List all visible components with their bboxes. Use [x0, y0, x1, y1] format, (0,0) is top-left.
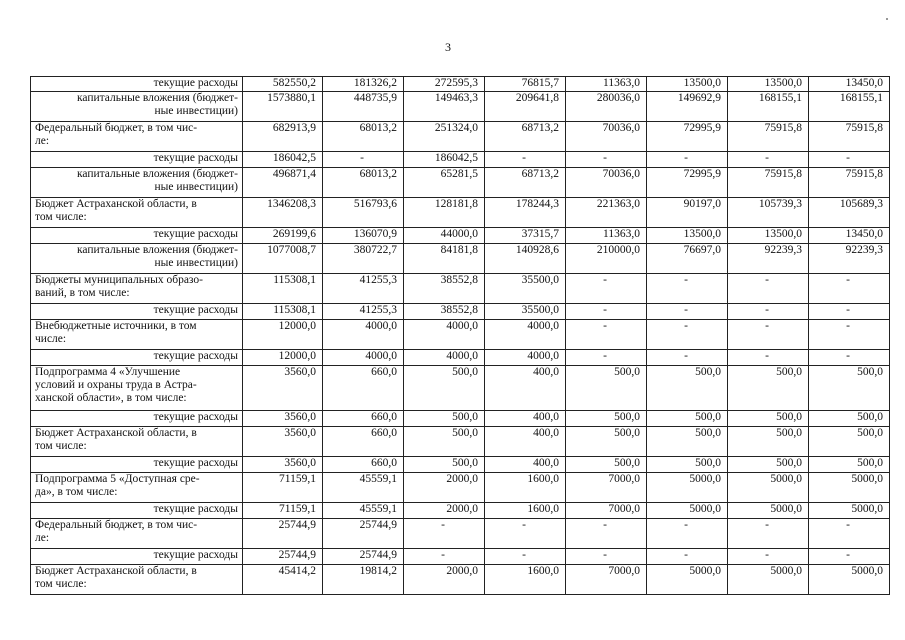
value-cell: -	[809, 274, 890, 304]
row-label: текущие расходы	[31, 228, 243, 244]
value-cell: -	[566, 519, 647, 549]
value-cell: -	[728, 519, 809, 549]
value-cell: 115308,1	[243, 304, 323, 320]
value-cell: -	[647, 519, 728, 549]
value-cell: 1600,0	[485, 503, 566, 519]
value-cell: 149692,9	[647, 92, 728, 122]
value-cell: 41255,3	[323, 274, 404, 304]
table-row	[31, 549, 890, 565]
value-cell: 660,0	[323, 457, 404, 473]
value-cell: 1600,0	[485, 473, 566, 503]
value-cell: 76815,7	[485, 77, 566, 92]
value-cell: 7000,0	[566, 503, 647, 519]
value-cell: 71159,1	[243, 473, 323, 503]
value-cell: 5000,0	[728, 565, 809, 595]
value-cell: 13450,0	[809, 77, 890, 92]
value-cell: 140928,6	[485, 244, 566, 274]
value-cell: 72995,9	[647, 168, 728, 198]
value-cell: 500,0	[809, 411, 890, 427]
value-cell: 500,0	[566, 411, 647, 427]
value-cell: 11363,0	[566, 77, 647, 92]
value-cell: 500,0	[404, 457, 485, 473]
value-cell: 5000,0	[728, 473, 809, 503]
value-cell: -	[728, 350, 809, 366]
value-cell: 186042,5	[404, 152, 485, 168]
value-cell: 92239,3	[728, 244, 809, 274]
value-cell: 19814,2	[323, 565, 404, 595]
value-cell: 4000,0	[404, 320, 485, 350]
value-cell: 65281,5	[404, 168, 485, 198]
value-cell: -	[728, 320, 809, 350]
value-cell: 582550,2	[243, 77, 323, 92]
value-cell: -	[566, 304, 647, 320]
row-label: Бюджеты муниципальных образо- ваний, в том числе:	[31, 274, 243, 304]
value-cell: 7000,0	[566, 473, 647, 503]
value-cell: 45559,1	[323, 503, 404, 519]
value-cell: 272595,3	[404, 77, 485, 92]
table-row	[31, 366, 890, 411]
value-cell: 269199,6	[243, 228, 323, 244]
value-cell: 210000,0	[566, 244, 647, 274]
value-cell: -	[809, 350, 890, 366]
table-row	[31, 198, 890, 228]
value-cell: 221363,0	[566, 198, 647, 228]
value-cell: 251324,0	[404, 122, 485, 152]
row-label: Федеральный бюджет, в том чис- ле:	[31, 122, 243, 152]
value-cell: 13500,0	[728, 228, 809, 244]
value-cell: 500,0	[728, 411, 809, 427]
value-cell: 92239,3	[809, 244, 890, 274]
value-cell: 500,0	[404, 411, 485, 427]
value-cell: 5000,0	[647, 565, 728, 595]
value-cell: 105739,3	[728, 198, 809, 228]
table-row	[31, 320, 890, 350]
value-cell: -	[728, 304, 809, 320]
table-row	[31, 274, 890, 304]
table-row	[31, 503, 890, 519]
value-cell: 2000,0	[404, 565, 485, 595]
value-cell: 500,0	[728, 427, 809, 457]
value-cell: 76697,0	[647, 244, 728, 274]
value-cell: 3560,0	[243, 457, 323, 473]
value-cell: 168155,1	[809, 92, 890, 122]
value-cell: 168155,1	[728, 92, 809, 122]
value-cell: -	[323, 152, 404, 168]
value-cell: 25744,9	[243, 519, 323, 549]
value-cell: 5000,0	[809, 565, 890, 595]
value-cell: -	[647, 350, 728, 366]
value-cell: 500,0	[809, 457, 890, 473]
row-label: текущие расходы	[31, 549, 243, 565]
table-row	[31, 350, 890, 366]
value-cell: 4000,0	[485, 320, 566, 350]
value-cell: 400,0	[485, 457, 566, 473]
value-cell: 45414,2	[243, 565, 323, 595]
value-cell: 5000,0	[647, 503, 728, 519]
table-row	[31, 92, 890, 122]
value-cell: 5000,0	[809, 503, 890, 519]
value-cell: 500,0	[566, 427, 647, 457]
value-cell: -	[566, 274, 647, 304]
value-cell: 5000,0	[809, 473, 890, 503]
value-cell: -	[647, 304, 728, 320]
value-cell: 4000,0	[323, 350, 404, 366]
table-row	[31, 304, 890, 320]
value-cell: 500,0	[647, 427, 728, 457]
table-row	[31, 228, 890, 244]
value-cell: 5000,0	[728, 503, 809, 519]
value-cell: 13450,0	[809, 228, 890, 244]
value-cell: 500,0	[647, 457, 728, 473]
value-cell: 13500,0	[647, 77, 728, 92]
value-cell: -	[566, 549, 647, 565]
value-cell: 105689,3	[809, 198, 890, 228]
value-cell: 7000,0	[566, 565, 647, 595]
value-cell: -	[404, 519, 485, 549]
value-cell: 3560,0	[243, 411, 323, 427]
value-cell: 25744,9	[323, 549, 404, 565]
row-label: Федеральный бюджет, в том чис- ле:	[31, 519, 243, 549]
table-row	[31, 457, 890, 473]
budget-table	[30, 76, 890, 595]
value-cell: 71159,1	[243, 503, 323, 519]
value-cell: 38552,8	[404, 304, 485, 320]
value-cell: 12000,0	[243, 320, 323, 350]
value-cell: 149463,3	[404, 92, 485, 122]
value-cell: 136070,9	[323, 228, 404, 244]
value-cell: 90197,0	[647, 198, 728, 228]
value-cell: 500,0	[566, 457, 647, 473]
table-row	[31, 152, 890, 168]
value-cell: 516793,6	[323, 198, 404, 228]
value-cell: 209641,8	[485, 92, 566, 122]
value-cell: -	[566, 320, 647, 350]
value-cell: 500,0	[404, 366, 485, 411]
value-cell: 3560,0	[243, 427, 323, 457]
table-row	[31, 77, 890, 92]
value-cell: 660,0	[323, 427, 404, 457]
row-label: текущие расходы	[31, 503, 243, 519]
value-cell: 4000,0	[404, 350, 485, 366]
row-label: Подпрограмма 5 «Доступная сре- да», в том числе:	[31, 473, 243, 503]
table-row	[31, 473, 890, 503]
value-cell: 13500,0	[647, 228, 728, 244]
value-cell: -	[809, 519, 890, 549]
value-cell: -	[485, 152, 566, 168]
value-cell: 280036,0	[566, 92, 647, 122]
row-label: текущие расходы	[31, 411, 243, 427]
value-cell: 11363,0	[566, 228, 647, 244]
row-label: текущие расходы	[31, 77, 243, 92]
value-cell: 35500,0	[485, 304, 566, 320]
page-number: 3	[445, 40, 451, 54]
value-cell: 41255,3	[323, 304, 404, 320]
value-cell: 84181,8	[404, 244, 485, 274]
row-label: Бюджет Астраханской области, в том числе:	[31, 565, 243, 595]
value-cell: -	[809, 304, 890, 320]
value-cell: -	[485, 519, 566, 549]
row-label: Подпрограмма 4 «Улучшение условий и охраны труда в Астра- ханской области», в том числе:	[31, 366, 243, 411]
table-row	[31, 565, 890, 595]
value-cell: 181326,2	[323, 77, 404, 92]
value-cell: 2000,0	[404, 473, 485, 503]
value-cell: -	[485, 549, 566, 565]
value-cell: -	[647, 152, 728, 168]
value-cell: 400,0	[485, 411, 566, 427]
value-cell: 448735,9	[323, 92, 404, 122]
value-cell: 500,0	[647, 366, 728, 411]
table-row	[31, 168, 890, 198]
value-cell: -	[728, 274, 809, 304]
value-cell: 4000,0	[485, 350, 566, 366]
value-cell: 38552,8	[404, 274, 485, 304]
value-cell: 186042,5	[243, 152, 323, 168]
value-cell: 68713,2	[485, 168, 566, 198]
value-cell: 500,0	[728, 366, 809, 411]
value-cell: 35500,0	[485, 274, 566, 304]
value-cell: 13500,0	[728, 77, 809, 92]
value-cell: -	[404, 549, 485, 565]
value-cell: 68013,2	[323, 168, 404, 198]
table-row	[31, 519, 890, 549]
row-label: капитальные вложения (бюджет- ные инвестиции)	[31, 92, 243, 122]
value-cell: 75915,8	[728, 168, 809, 198]
value-cell: -	[728, 549, 809, 565]
value-cell: 500,0	[728, 457, 809, 473]
value-cell: 1346208,3	[243, 198, 323, 228]
value-cell: 72995,9	[647, 122, 728, 152]
table-row	[31, 122, 890, 152]
row-label: капитальные вложения (бюджет- ные инвестиции)	[31, 244, 243, 274]
row-label: текущие расходы	[31, 350, 243, 366]
value-cell: 3560,0	[243, 366, 323, 411]
row-label: Бюджет Астраханской области, в том числе:	[31, 427, 243, 457]
value-cell: 128181,8	[404, 198, 485, 228]
value-cell: 1077008,7	[243, 244, 323, 274]
row-label: текущие расходы	[31, 304, 243, 320]
table-row	[31, 427, 890, 457]
value-cell: 70036,0	[566, 168, 647, 198]
value-cell: 380722,7	[323, 244, 404, 274]
value-cell: 37315,7	[485, 228, 566, 244]
value-cell: 5000,0	[647, 473, 728, 503]
value-cell: 75915,8	[809, 168, 890, 198]
row-label: текущие расходы	[31, 152, 243, 168]
value-cell: 400,0	[485, 427, 566, 457]
value-cell: 682913,9	[243, 122, 323, 152]
table-row	[31, 244, 890, 274]
value-cell: 44000,0	[404, 228, 485, 244]
scan-speck	[886, 18, 888, 20]
value-cell: 68713,2	[485, 122, 566, 152]
value-cell: 500,0	[404, 427, 485, 457]
value-cell: 1573880,1	[243, 92, 323, 122]
value-cell: -	[809, 320, 890, 350]
value-cell: -	[647, 274, 728, 304]
value-cell: 4000,0	[323, 320, 404, 350]
value-cell: -	[809, 549, 890, 565]
value-cell: -	[647, 549, 728, 565]
value-cell: 1600,0	[485, 565, 566, 595]
value-cell: 70036,0	[566, 122, 647, 152]
value-cell: 2000,0	[404, 503, 485, 519]
value-cell: -	[566, 350, 647, 366]
value-cell: 496871,4	[243, 168, 323, 198]
row-label: капитальные вложения (бюджет- ные инвестиции)	[31, 168, 243, 198]
value-cell: -	[728, 152, 809, 168]
value-cell: -	[566, 152, 647, 168]
value-cell: 68013,2	[323, 122, 404, 152]
value-cell: 75915,8	[728, 122, 809, 152]
value-cell: 45559,1	[323, 473, 404, 503]
value-cell: 660,0	[323, 411, 404, 427]
value-cell: -	[809, 152, 890, 168]
row-label: Бюджет Астраханской области, в том числе:	[31, 198, 243, 228]
value-cell: 75915,8	[809, 122, 890, 152]
value-cell: 660,0	[323, 366, 404, 411]
value-cell: 115308,1	[243, 274, 323, 304]
budget-table-body	[31, 77, 890, 595]
value-cell: 12000,0	[243, 350, 323, 366]
value-cell: -	[647, 320, 728, 350]
row-label: текущие расходы	[31, 457, 243, 473]
value-cell: 400,0	[485, 366, 566, 411]
table-row	[31, 411, 890, 427]
value-cell: 178244,3	[485, 198, 566, 228]
value-cell: 500,0	[647, 411, 728, 427]
value-cell: 500,0	[809, 427, 890, 457]
value-cell: 500,0	[809, 366, 890, 411]
value-cell: 25744,9	[243, 549, 323, 565]
row-label: Внебюджетные источники, в том числе:	[31, 320, 243, 350]
value-cell: 500,0	[566, 366, 647, 411]
value-cell: 25744,9	[323, 519, 404, 549]
